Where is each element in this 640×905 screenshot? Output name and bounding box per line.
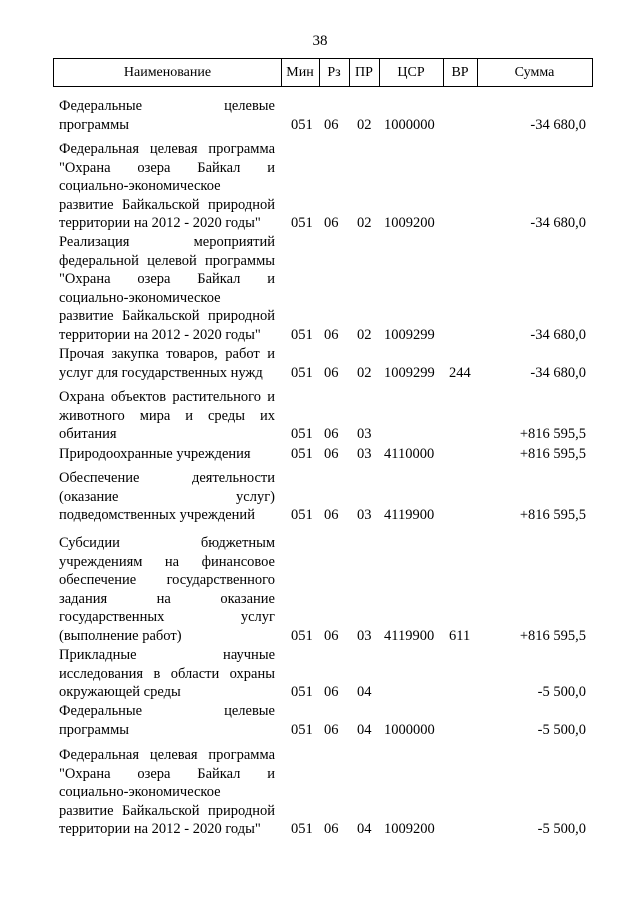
cell-min: 051 xyxy=(291,507,313,523)
cell-rz: 06 xyxy=(324,821,339,837)
cell-csr: 4110000 xyxy=(384,446,435,462)
cell-csr: 1000000 xyxy=(384,116,435,133)
row-name xyxy=(59,97,275,134)
row-name-line: программы xyxy=(59,116,129,133)
row-name-line: социально-экономическое xyxy=(59,289,221,306)
cell-rz: 06 xyxy=(324,326,339,343)
table-row xyxy=(0,445,640,464)
cell-pr: 04 xyxy=(357,821,372,837)
table-row xyxy=(0,746,640,839)
row-name-line: социально-экономическое xyxy=(59,178,221,194)
row-name-line: территории на 2012 - 2020 годы" xyxy=(59,215,261,231)
cell-pr: 02 xyxy=(357,364,372,381)
cell-vr: 611 xyxy=(449,627,471,644)
header-csr: ЦСР xyxy=(397,65,425,80)
cell-sum: -34 680,0 xyxy=(530,215,586,231)
header-name: Наименование xyxy=(123,65,212,80)
row-name-line: окружающей среды xyxy=(59,684,181,700)
row-name-line: программы xyxy=(59,721,129,738)
row-name-line: обитания xyxy=(59,426,117,442)
cell-min: 051 xyxy=(291,684,313,700)
header-pr: ПР xyxy=(355,65,373,80)
cell-min: 051 xyxy=(291,326,313,343)
cell-min: 051 xyxy=(291,215,313,231)
row-name-line: социально-экономическое xyxy=(59,784,221,800)
row-name-line: "Охрана озера Байкал и xyxy=(59,271,275,287)
cell-rz: 06 xyxy=(324,446,339,462)
header-rz: Рз xyxy=(327,65,341,80)
cell-csr: 4119900 xyxy=(384,627,435,644)
cell-pr: 03 xyxy=(357,446,372,462)
table-row xyxy=(0,702,640,739)
table-row xyxy=(0,469,640,525)
row-name-line: развитие Байкальской природной xyxy=(59,802,275,819)
cell-csr: 1009299 xyxy=(384,364,435,381)
row-name-line: развитие Байкальской природной xyxy=(59,308,275,324)
cell-sum: -34 680,0 xyxy=(530,364,586,381)
cell-pr: 02 xyxy=(357,326,372,343)
cell-rz: 06 xyxy=(324,364,339,381)
table-header xyxy=(53,58,593,87)
cell-rz: 06 xyxy=(324,116,339,133)
row-name-line: Природоохранные учреждения xyxy=(59,446,251,462)
page-number: 38 xyxy=(312,33,328,49)
row-name-line: (выполнение работ) xyxy=(59,627,182,644)
cell-rz: 06 xyxy=(324,721,339,738)
cell-min: 051 xyxy=(291,116,313,133)
cell-min: 051 xyxy=(291,364,313,381)
cell-csr: 1009299 xyxy=(384,326,435,343)
row-name xyxy=(59,702,275,739)
header-sum: Сумма xyxy=(514,65,555,80)
cell-rz: 06 xyxy=(324,215,339,231)
cell-sum: -5 500,0 xyxy=(537,721,586,738)
row-name-line: обеспечение государственного xyxy=(59,572,275,588)
cell-min: 051 xyxy=(291,446,313,462)
row-name xyxy=(59,233,275,344)
cell-pr: 03 xyxy=(357,507,372,523)
row-name-line: Обеспечение деятельности xyxy=(59,470,275,486)
table-row xyxy=(0,140,640,233)
row-name-line: "Охрана озера Байкал и xyxy=(59,765,275,782)
cell-pr: 04 xyxy=(357,684,372,700)
cell-csr: 1000000 xyxy=(384,721,435,738)
row-name xyxy=(59,534,275,645)
cell-sum: -5 500,0 xyxy=(537,684,586,700)
row-name xyxy=(59,646,275,702)
cell-rz: 06 xyxy=(324,507,339,523)
cell-min: 051 xyxy=(291,821,313,837)
cell-pr: 03 xyxy=(357,627,372,644)
row-name-line: (оказание услуг) xyxy=(59,488,275,505)
cell-rz: 06 xyxy=(324,627,339,644)
row-name-line: Реализация мероприятий xyxy=(59,234,275,250)
header-min: Мин xyxy=(286,65,314,80)
cell-min: 051 xyxy=(291,721,313,738)
row-name-line: Прочая закупка товаров, работ и xyxy=(59,346,275,362)
row-name-line: государственных услуг xyxy=(59,609,275,625)
cell-sum: +816 595,5 xyxy=(519,426,586,442)
row-name-line: Охрана объектов растительного и xyxy=(59,389,275,405)
row-name xyxy=(59,469,275,525)
row-name-line: задания на оказание xyxy=(59,590,275,607)
cell-sum: +816 595,5 xyxy=(519,627,586,644)
cell-vr: 244 xyxy=(449,364,471,381)
cell-pr: 02 xyxy=(357,116,372,133)
row-name-line: услуг для государственных нужд xyxy=(59,364,263,381)
row-name xyxy=(59,140,275,233)
row-name-line: Федеральная целевая программа xyxy=(59,747,275,763)
cell-rz: 06 xyxy=(324,426,339,442)
cell-csr: 4119900 xyxy=(384,507,435,523)
row-name-line: федеральной целевой программы xyxy=(59,252,275,269)
row-name-line: животного мира и среды их xyxy=(59,407,275,424)
row-name-line: развитие Байкальской природной xyxy=(59,196,275,213)
table-row xyxy=(0,534,640,645)
table-row xyxy=(0,233,640,344)
cell-sum: -34 680,0 xyxy=(530,326,586,343)
cell-pr: 04 xyxy=(357,721,372,738)
cell-sum: +816 595,5 xyxy=(519,507,586,523)
row-name-line: подведомственных учреждений xyxy=(59,507,255,523)
cell-min: 051 xyxy=(291,426,313,442)
row-name-line: Прикладные научные xyxy=(59,647,275,663)
row-name-line: "Охрана озера Байкал и xyxy=(59,159,275,176)
cell-sum: -5 500,0 xyxy=(537,821,586,837)
cell-csr: 1009200 xyxy=(384,821,435,837)
cell-min: 051 xyxy=(291,627,313,644)
row-name-line: территории на 2012 - 2020 годы" xyxy=(59,326,261,343)
header-vr: ВР xyxy=(451,65,469,80)
row-name-line: территории на 2012 - 2020 годы" xyxy=(59,821,261,837)
row-name-line: Федеральные целевые xyxy=(59,703,275,719)
row-name-line: Субсидии бюджетным xyxy=(59,535,275,551)
row-name xyxy=(59,445,275,464)
row-name-line: Федеральная целевая программа xyxy=(59,141,275,157)
table-row xyxy=(0,388,640,444)
cell-csr: 1009200 xyxy=(384,215,435,231)
table-row xyxy=(0,345,640,382)
cell-sum: +816 595,5 xyxy=(519,446,586,462)
cell-sum: -34 680,0 xyxy=(530,116,586,133)
row-name-line: исследования в области охраны xyxy=(59,665,275,682)
row-name-line: Федеральные целевые xyxy=(59,98,275,114)
table-row xyxy=(0,646,640,702)
cell-pr: 02 xyxy=(357,215,372,231)
table-row xyxy=(0,97,640,134)
row-name xyxy=(59,746,275,839)
row-name xyxy=(59,345,275,382)
row-name-line: учреждениям на финансовое xyxy=(59,553,275,570)
cell-pr: 03 xyxy=(357,426,372,442)
cell-rz: 06 xyxy=(324,684,339,700)
row-name xyxy=(59,388,275,444)
